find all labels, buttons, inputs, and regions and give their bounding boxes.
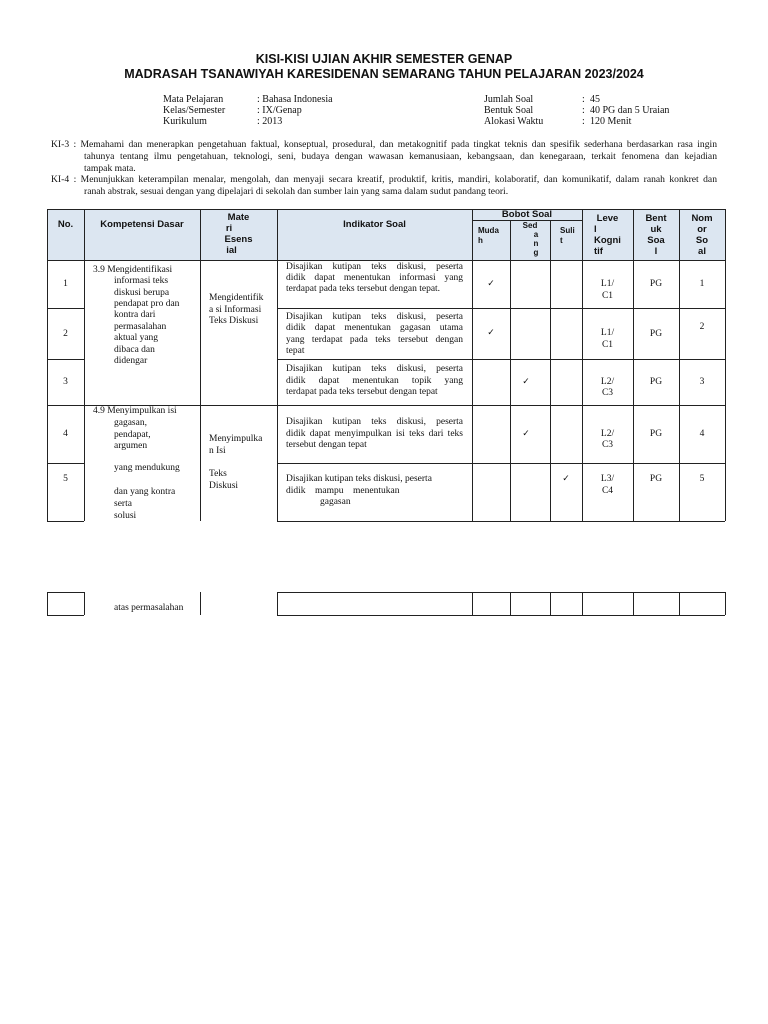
check-mudah: ✓ bbox=[487, 279, 495, 289]
meta-kelas-label: Kelas/Semester bbox=[163, 105, 226, 116]
meta-alokasi-sep: : bbox=[582, 116, 585, 127]
header-no: No. bbox=[57, 219, 74, 230]
meta-jumlah-value: 45 bbox=[590, 94, 600, 105]
meta-kurikulum-value: : 2013 bbox=[257, 116, 283, 127]
meta-kelas-value: : IX/Genap bbox=[257, 105, 302, 116]
header-bobot: Bobot Soal bbox=[501, 209, 553, 220]
meta-bentuk-label: Bentuk Soal bbox=[484, 105, 534, 116]
header-kompetensi: Kompetensi Dasar bbox=[100, 219, 184, 230]
check-sulit: ✓ bbox=[562, 474, 570, 484]
meta-mapel-value: : Bahasa Indonesia bbox=[257, 94, 333, 105]
meta-kurikulum-label: Kurikulum bbox=[163, 116, 207, 127]
continuation-text: atas permasalahan bbox=[114, 603, 184, 613]
ki3-line3: tampak mata. bbox=[84, 163, 136, 174]
meta-mapel-label: Mata Pelajaran bbox=[163, 94, 224, 105]
meta-alokasi-value: 120 Menit bbox=[590, 116, 632, 127]
ki4-line2: ranah abstrak, sesuai dengan yang dipelajari di sekolah dan sumber lain yang sama dalam sudut pandang teori. bbox=[84, 186, 509, 197]
meta-jumlah-sep: : bbox=[582, 94, 585, 105]
check-sedang: ✓ bbox=[522, 377, 530, 387]
meta-bentuk-sep: : bbox=[582, 105, 585, 116]
meta-jumlah-label: Jumlah Soal bbox=[484, 94, 534, 105]
meta-alokasi-label: Alokasi Waktu bbox=[484, 116, 544, 127]
check-mudah: ✓ bbox=[487, 328, 495, 338]
document-subtitle: MADRASAH TSANAWIYAH KARESIDENAN SEMARANG TAHUN PELAJARAN 2023/2024 bbox=[124, 67, 644, 81]
document-title: KISI-KISI UJIAN AKHIR SEMESTER GENAP bbox=[255, 52, 513, 66]
check-sedang: ✓ bbox=[522, 429, 530, 439]
header-indikator: Indikator Soal bbox=[343, 219, 406, 230]
ki3-line1: KI-3 : Memahami dan menerapkan pengetahuan faktual, konseptual, prosedural, dan metakognitif pada tingkat teknis dan spesifik sederhana berdasarkan rasa ingin bbox=[51, 139, 717, 150]
meta-bentuk-value: 40 PG dan 5 Uraian bbox=[590, 105, 670, 116]
ki4-line1: KI-4 : Menunjukkan keterampilan menalar, mengolah, dan menyaji secara kreatif, produktif, kritis, mandiri, kolaboratif, dan komunikatif, dalam ranah konkret dan bbox=[51, 174, 717, 185]
ki3-line2: tahunya tentang ilmu pengetahuan, teknologi, seni, budaya dengan wawasan kemanusiaan, kebangsaan, dan kenegaraan, terkait fenomena dan kejadian bbox=[84, 151, 717, 162]
